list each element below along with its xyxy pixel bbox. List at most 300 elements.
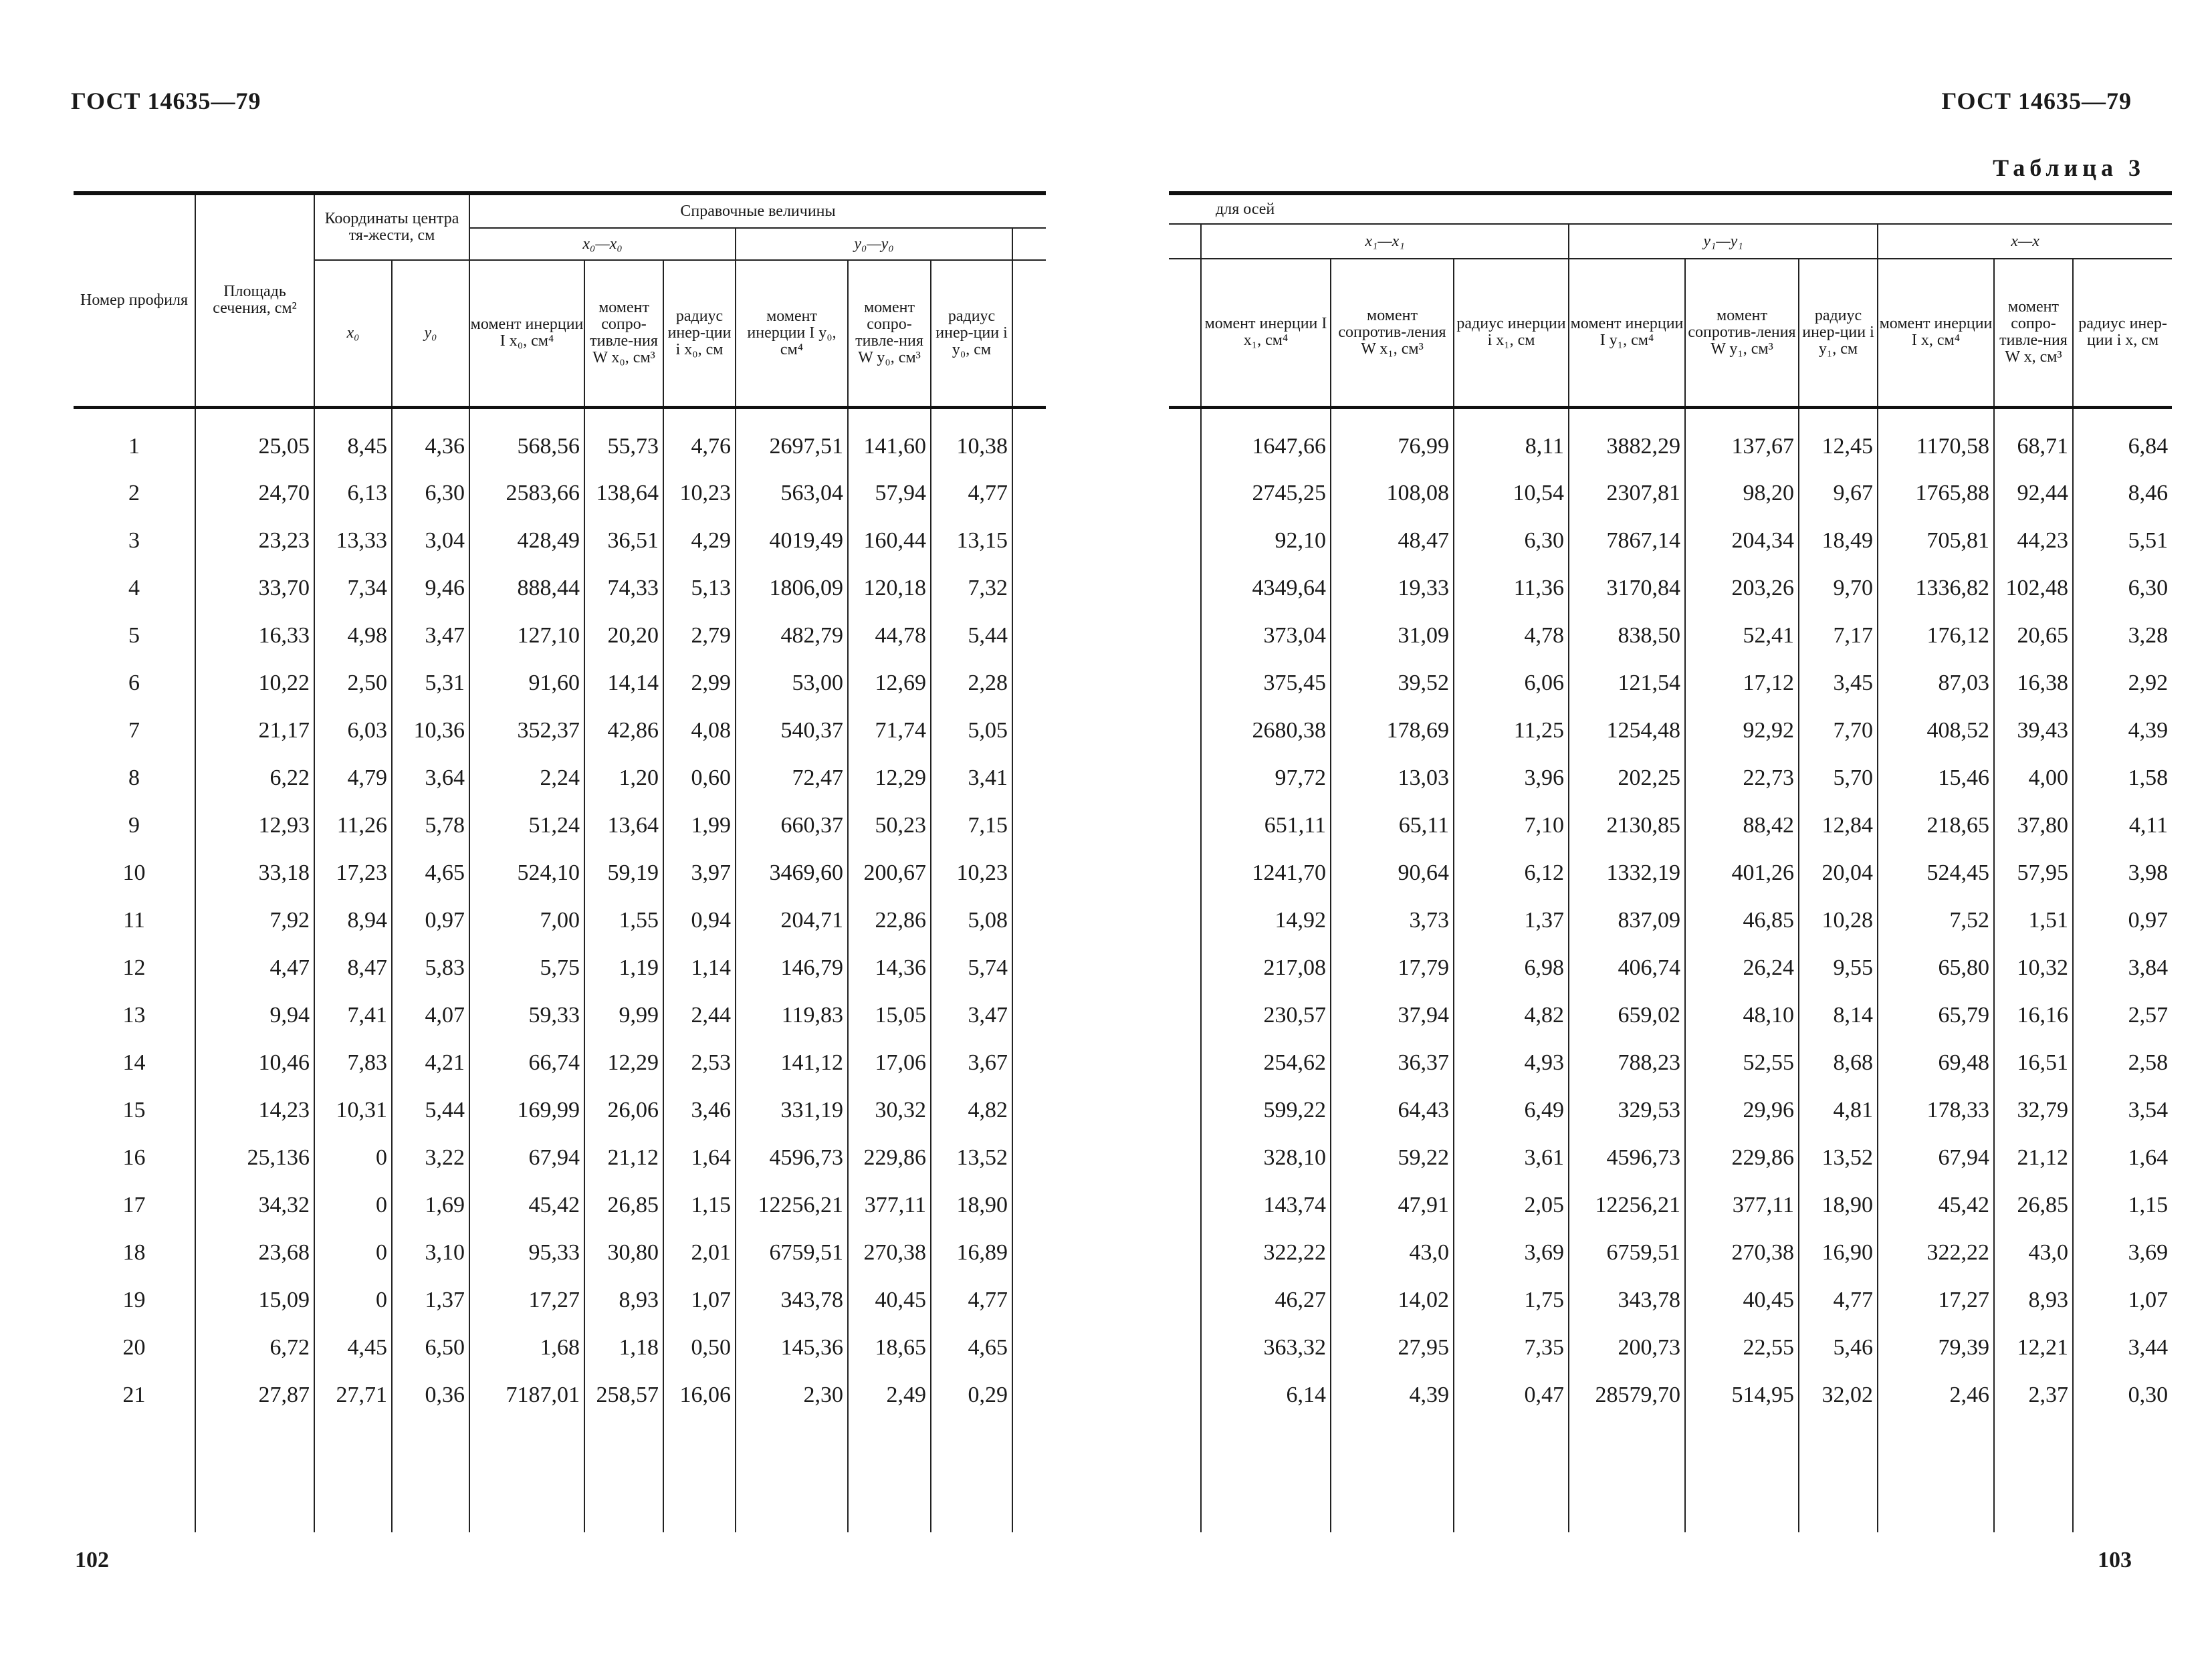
table-cell: 1,37 — [392, 1276, 469, 1324]
table-cell: 7 — [74, 707, 195, 754]
table-cell: 14,02 — [1331, 1276, 1454, 1324]
table-cell: 31,09 — [1331, 612, 1454, 659]
col-header-Wy0: момент сопро-тивле-ния W y₀, см³ — [848, 260, 931, 407]
table-cell: 7,17 — [1799, 612, 1878, 659]
table-cell: 4,77 — [931, 1276, 1012, 1324]
right-page-number: 103 — [2098, 1548, 2132, 1572]
table-cell: 524,10 — [469, 849, 584, 897]
row-spacer-cell — [1169, 1039, 1201, 1086]
table-cell: 34,32 — [195, 1181, 314, 1229]
table-cell: 127,10 — [469, 612, 584, 659]
table-cell: 146,79 — [736, 944, 848, 991]
table-cell: 66,74 — [469, 1039, 584, 1086]
table-cell: 45,42 — [469, 1181, 584, 1229]
table-cell: 6,72 — [195, 1324, 314, 1371]
table-cell: 5,44 — [392, 1086, 469, 1134]
table-cell: 65,80 — [1878, 944, 1994, 991]
row-spacer-cell — [1169, 407, 1201, 469]
table-cell: 2,30 — [736, 1371, 848, 1419]
table-filler-row — [74, 1419, 1046, 1532]
table-cell: 9,99 — [584, 991, 663, 1039]
table-cell: 3,47 — [931, 991, 1012, 1039]
table-cell: 138,64 — [584, 469, 663, 517]
table-cell: 3,45 — [1799, 659, 1878, 707]
table-cell: 12,45 — [1799, 407, 1878, 469]
table-cell: 4,82 — [931, 1086, 1012, 1134]
table-cell: 4,76 — [663, 407, 736, 469]
table-cell: 8,11 — [1454, 407, 1569, 469]
table-cell: 4,81 — [1799, 1086, 1878, 1134]
table-cell: 4,77 — [931, 469, 1012, 517]
table-row — [74, 1371, 1046, 1419]
table-cell: 18,65 — [848, 1324, 931, 1371]
table-cell: 322,22 — [1878, 1229, 1994, 1276]
table-cell: 79,39 — [1878, 1324, 1994, 1371]
row-spacer-cell — [1169, 1324, 1201, 1371]
table-cell: 705,81 — [1878, 517, 1994, 564]
row-spacer-cell — [1012, 754, 1046, 802]
table-cell: 8,93 — [1994, 1276, 2073, 1324]
filler-cell — [74, 1419, 195, 1532]
table-cell: 5,13 — [663, 564, 736, 612]
table-cell: 5,31 — [392, 659, 469, 707]
filler-cell — [1878, 1419, 1994, 1532]
table-cell: 12,93 — [195, 802, 314, 849]
table-row — [74, 659, 1046, 707]
row-spacer-cell — [1169, 517, 1201, 564]
table-cell: 6,06 — [1454, 659, 1569, 707]
col-header-reference: Справочные величины — [469, 193, 1046, 228]
table-cell: 160,44 — [848, 517, 931, 564]
table-cell: 4,93 — [1454, 1039, 1569, 1086]
table-cell: 9,55 — [1799, 944, 1878, 991]
table-cell: 7,10 — [1454, 802, 1569, 849]
table-cell: 3,73 — [1331, 897, 1454, 944]
table-cell: 121,54 — [1569, 659, 1685, 707]
table-cell: 4,79 — [314, 754, 392, 802]
row-spacer-cell — [1169, 1371, 1201, 1419]
table-cell: 27,95 — [1331, 1324, 1454, 1371]
row-spacer-cell — [1012, 1134, 1046, 1181]
table-cell: 95,33 — [469, 1229, 584, 1276]
table-cell: 568,56 — [469, 407, 584, 469]
table-cell: 145,36 — [736, 1324, 848, 1371]
table-cell: 28579,70 — [1569, 1371, 1685, 1419]
table-cell: 4,36 — [392, 407, 469, 469]
table-cell: 7,32 — [931, 564, 1012, 612]
table-cell: 45,42 — [1878, 1181, 1994, 1229]
table-cell: 322,22 — [1201, 1229, 1331, 1276]
table-row — [1169, 1039, 2172, 1086]
table-cell: 5,08 — [931, 897, 1012, 944]
filler-cell — [392, 1419, 469, 1532]
table-cell: 12,69 — [848, 659, 931, 707]
row-spacer-cell — [1012, 517, 1046, 564]
table-cell: 204,71 — [736, 897, 848, 944]
table-cell: 20,04 — [1799, 849, 1878, 897]
row-spacer-cell — [1012, 469, 1046, 517]
table-cell: 1,19 — [584, 944, 663, 991]
row-spacer-cell — [1169, 1229, 1201, 1276]
row-spacer-cell — [1169, 659, 1201, 707]
table-cell: 176,12 — [1878, 612, 1994, 659]
row-spacer-cell — [1169, 564, 1201, 612]
table-cell: 4,98 — [314, 612, 392, 659]
table-cell: 16,51 — [1994, 1039, 2073, 1086]
table-cell: 10,28 — [1799, 897, 1878, 944]
table-cell: 17,27 — [1878, 1276, 1994, 1324]
table-cell: 563,04 — [736, 469, 848, 517]
table-cell: 4,00 — [1994, 754, 2073, 802]
table-cell: 3,47 — [392, 612, 469, 659]
row-spacer-cell — [1169, 802, 1201, 849]
table-cell: 16,06 — [663, 1371, 736, 1419]
table-cell: 10,32 — [1994, 944, 2073, 991]
table-cell: 14,23 — [195, 1086, 314, 1134]
table-cell: 329,53 — [1569, 1086, 1685, 1134]
table-cell: 67,94 — [1878, 1134, 1994, 1181]
table-cell: 137,67 — [1685, 407, 1799, 469]
left-table-body — [74, 407, 1046, 1532]
row-spacer-cell — [1169, 1134, 1201, 1181]
table-cell: 343,78 — [1569, 1276, 1685, 1324]
row-spacer-cell — [1169, 612, 1201, 659]
col-header-axis-x1: x₁—x₁ — [1201, 224, 1569, 259]
table-row — [1169, 1181, 2172, 1229]
left-data-table — [74, 191, 1046, 1532]
table-cell: 30,80 — [584, 1229, 663, 1276]
filler-cell — [2073, 1419, 2172, 1532]
table-cell: 4,29 — [663, 517, 736, 564]
table-row — [74, 469, 1046, 517]
table-cell: 17,06 — [848, 1039, 931, 1086]
table-row — [1169, 517, 2172, 564]
table-cell: 5,70 — [1799, 754, 1878, 802]
table-cell: 16,90 — [1799, 1229, 1878, 1276]
table-label: Таблица 3 — [1993, 154, 2145, 181]
table-cell: 2,37 — [1994, 1371, 2073, 1419]
table-cell: 17,79 — [1331, 944, 1454, 991]
table-cell: 0,29 — [931, 1371, 1012, 1419]
table-row — [1169, 1371, 2172, 1419]
table-cell: 22,55 — [1685, 1324, 1799, 1371]
table-cell: 16,89 — [931, 1229, 1012, 1276]
table-row — [1169, 1086, 2172, 1134]
table-cell: 39,52 — [1331, 659, 1454, 707]
table-cell: 1,15 — [2073, 1181, 2172, 1229]
table-cell: 26,85 — [584, 1181, 663, 1229]
table-cell: 2,58 — [2073, 1039, 2172, 1086]
table-cell: 7,52 — [1878, 897, 1994, 944]
table-cell: 12,21 — [1994, 1324, 2073, 1371]
table-cell: 788,23 — [1569, 1039, 1685, 1086]
table-cell: 11 — [74, 897, 195, 944]
table-cell: 660,37 — [736, 802, 848, 849]
table-cell: 1,15 — [663, 1181, 736, 1229]
table-cell: 4,77 — [1799, 1276, 1878, 1324]
table-cell: 4,82 — [1454, 991, 1569, 1039]
table-row — [1169, 849, 2172, 897]
table-cell: 229,86 — [1685, 1134, 1799, 1181]
table-cell: 6,30 — [392, 469, 469, 517]
table-cell: 8,94 — [314, 897, 392, 944]
filler-cell — [584, 1419, 663, 1532]
table-cell: 65,79 — [1878, 991, 1994, 1039]
table-cell: 16 — [74, 1134, 195, 1181]
table-cell: 659,02 — [1569, 991, 1685, 1039]
table-cell: 6,30 — [1454, 517, 1569, 564]
table-cell: 7867,14 — [1569, 517, 1685, 564]
table-cell: 14,36 — [848, 944, 931, 991]
table-cell: 3,41 — [931, 754, 1012, 802]
table-cell: 10,31 — [314, 1086, 392, 1134]
table-cell: 1,07 — [2073, 1276, 2172, 1324]
table-cell: 12,29 — [584, 1039, 663, 1086]
table-cell: 20 — [74, 1324, 195, 1371]
table-cell: 428,49 — [469, 517, 584, 564]
table-cell: 25,136 — [195, 1134, 314, 1181]
col-header-Ix0: момент инерции I x₀, см⁴ — [469, 260, 584, 407]
col-header-axis-y0: y₀—y₀ — [736, 228, 1012, 260]
table-cell: 375,45 — [1201, 659, 1331, 707]
table-cell: 6 — [74, 659, 195, 707]
table-cell: 21,12 — [584, 1134, 663, 1181]
table-cell: 141,12 — [736, 1039, 848, 1086]
table-cell: 2,49 — [848, 1371, 931, 1419]
table-cell: 0 — [314, 1229, 392, 1276]
table-cell: 4,65 — [392, 849, 469, 897]
table-cell: 10,38 — [931, 407, 1012, 469]
table-cell: 1,58 — [2073, 754, 2172, 802]
table-cell: 64,43 — [1331, 1086, 1454, 1134]
table-cell: 65,11 — [1331, 802, 1454, 849]
table-row — [74, 517, 1046, 564]
table-cell: 14,92 — [1201, 897, 1331, 944]
filler-cell — [1012, 1419, 1046, 1532]
table-cell: 0,47 — [1454, 1371, 1569, 1419]
table-cell: 0,97 — [2073, 897, 2172, 944]
table-cell: 47,91 — [1331, 1181, 1454, 1229]
table-cell: 23,23 — [195, 517, 314, 564]
row-spacer-cell — [1012, 802, 1046, 849]
table-row — [1169, 944, 2172, 991]
table-cell: 3,69 — [1454, 1229, 1569, 1276]
table-cell: 57,94 — [848, 469, 931, 517]
table-cell: 13,64 — [584, 802, 663, 849]
col-header-number: Номер профиля — [74, 193, 195, 407]
table-cell: 328,10 — [1201, 1134, 1331, 1181]
table-cell: 18 — [74, 1229, 195, 1276]
table-row — [74, 991, 1046, 1039]
table-cell: 2,99 — [663, 659, 736, 707]
table-cell: 90,64 — [1331, 849, 1454, 897]
table-cell: 44,78 — [848, 612, 931, 659]
col-header-axis-x0: x₀—x₀ — [469, 228, 736, 260]
table-cell: 7187,01 — [469, 1371, 584, 1419]
table-cell: 3,10 — [392, 1229, 469, 1276]
table-cell: 1,18 — [584, 1324, 663, 1371]
table-cell: 2697,51 — [736, 407, 848, 469]
table-cell: 32,79 — [1994, 1086, 2073, 1134]
table-cell: 373,04 — [1201, 612, 1331, 659]
table-cell: 4,07 — [392, 991, 469, 1039]
table-cell: 3,64 — [392, 754, 469, 802]
table-cell: 4349,64 — [1201, 564, 1331, 612]
table-row — [74, 564, 1046, 612]
table-cell: 3,28 — [2073, 612, 2172, 659]
table-cell: 22,73 — [1685, 754, 1799, 802]
table-cell: 203,26 — [1685, 564, 1799, 612]
row-spacer-cell — [1169, 1086, 1201, 1134]
table-cell: 1,37 — [1454, 897, 1569, 944]
table-cell: 1336,82 — [1878, 564, 1994, 612]
table-cell: 6,98 — [1454, 944, 1569, 991]
table-cell: 6,03 — [314, 707, 392, 754]
filler-cell — [1169, 1419, 1201, 1532]
table-cell: 12 — [74, 944, 195, 991]
table-cell: 29,96 — [1685, 1086, 1799, 1134]
table-cell: 13,33 — [314, 517, 392, 564]
table-cell: 15,09 — [195, 1276, 314, 1324]
filler-cell — [195, 1419, 314, 1532]
table-cell: 108,08 — [1331, 469, 1454, 517]
row-spacer-cell — [1012, 564, 1046, 612]
col-header-Iy0: момент инерции I y₀, см⁴ — [736, 260, 848, 407]
table-cell: 14 — [74, 1039, 195, 1086]
row-spacer-cell — [1012, 612, 1046, 659]
col-header-axis-y1: y₁—y₁ — [1569, 224, 1878, 259]
table-row — [74, 897, 1046, 944]
table-cell: 5,51 — [2073, 517, 2172, 564]
table-cell: 258,57 — [584, 1371, 663, 1419]
table-cell: 23,68 — [195, 1229, 314, 1276]
table-cell: 1806,09 — [736, 564, 848, 612]
table-cell: 4,45 — [314, 1324, 392, 1371]
table-cell: 838,50 — [1569, 612, 1685, 659]
table-cell: 8,14 — [1799, 991, 1878, 1039]
table-cell: 3882,29 — [1569, 407, 1685, 469]
table-cell: 10 — [74, 849, 195, 897]
row-spacer-cell — [1169, 849, 1201, 897]
row-spacer-cell — [1169, 754, 1201, 802]
table-cell: 230,57 — [1201, 991, 1331, 1039]
table-cell: 15 — [74, 1086, 195, 1134]
table-cell: 1765,88 — [1878, 469, 1994, 517]
table-cell: 19,33 — [1331, 564, 1454, 612]
table-cell: 229,86 — [848, 1134, 931, 1181]
table-cell: 3,46 — [663, 1086, 736, 1134]
table-cell: 8,47 — [314, 944, 392, 991]
table-row — [74, 1181, 1046, 1229]
table-cell: 1,99 — [663, 802, 736, 849]
table-cell: 4596,73 — [736, 1134, 848, 1181]
table-cell: 0,50 — [663, 1324, 736, 1371]
row-spacer-cell — [1012, 707, 1046, 754]
table-cell: 7,70 — [1799, 707, 1878, 754]
table-cell: 1,07 — [663, 1276, 736, 1324]
table-cell: 2,92 — [2073, 659, 2172, 707]
table-cell: 36,51 — [584, 517, 663, 564]
table-row — [74, 1086, 1046, 1134]
table-cell: 74,33 — [584, 564, 663, 612]
table-cell: 24,70 — [195, 469, 314, 517]
table-cell: 12256,21 — [736, 1181, 848, 1229]
table-row — [74, 1276, 1046, 1324]
table-cell: 6,22 — [195, 754, 314, 802]
table-cell: 10,23 — [931, 849, 1012, 897]
table-cell: 7,41 — [314, 991, 392, 1039]
table-cell: 11,36 — [1454, 564, 1569, 612]
table-row — [1169, 1324, 2172, 1371]
table-cell: 4596,73 — [1569, 1134, 1685, 1181]
table-cell: 4,11 — [2073, 802, 2172, 849]
table-row — [1169, 469, 2172, 517]
table-cell: 13 — [74, 991, 195, 1039]
table-cell: 0 — [314, 1276, 392, 1324]
table-cell: 27,71 — [314, 1371, 392, 1419]
table-cell: 7,83 — [314, 1039, 392, 1086]
table-cell: 524,45 — [1878, 849, 1994, 897]
table-cell: 30,32 — [848, 1086, 931, 1134]
table-cell: 39,43 — [1994, 707, 2073, 754]
col-header-spacer — [1012, 260, 1046, 407]
row-spacer-cell — [1012, 1039, 1046, 1086]
table-cell: 48,10 — [1685, 991, 1799, 1039]
table-cell: 3,44 — [2073, 1324, 2172, 1371]
filler-cell — [931, 1419, 1012, 1532]
table-cell: 2,57 — [2073, 991, 2172, 1039]
table-cell: 169,99 — [469, 1086, 584, 1134]
table-cell: 1,64 — [663, 1134, 736, 1181]
row-spacer-cell — [1012, 1229, 1046, 1276]
right-page — [1106, 0, 2212, 1658]
table-cell: 17 — [74, 1181, 195, 1229]
table-cell: 3,98 — [2073, 849, 2172, 897]
table-cell: 0,94 — [663, 897, 736, 944]
table-cell: 7,35 — [1454, 1324, 1569, 1371]
filler-cell — [1685, 1419, 1799, 1532]
table-row — [74, 849, 1046, 897]
right-page-header: ГОСТ 14635—79 — [1941, 88, 2132, 114]
table-cell: 2583,66 — [469, 469, 584, 517]
table-cell: 59,33 — [469, 991, 584, 1039]
table-cell: 4 — [74, 564, 195, 612]
table-cell: 2,44 — [663, 991, 736, 1039]
col-header-y0: y₀ — [392, 260, 469, 407]
col-header-x0: x₀ — [314, 260, 392, 407]
table-cell: 6,50 — [392, 1324, 469, 1371]
col-header-Ix: момент инерции I x, см⁴ — [1878, 259, 1994, 407]
table-cell: 200,67 — [848, 849, 931, 897]
filler-cell — [1201, 1419, 1331, 1532]
table-cell: 0,30 — [2073, 1371, 2172, 1419]
table-cell: 11,26 — [314, 802, 392, 849]
table-cell: 8,68 — [1799, 1039, 1878, 1086]
row-spacer-cell — [1012, 407, 1046, 469]
table-row — [1169, 1134, 2172, 1181]
table-cell: 26,24 — [1685, 944, 1799, 991]
table-cell: 6,12 — [1454, 849, 1569, 897]
filler-cell — [1569, 1419, 1685, 1532]
table-cell: 12,29 — [848, 754, 931, 802]
filler-cell — [736, 1419, 848, 1532]
table-cell: 2307,81 — [1569, 469, 1685, 517]
col-header-ix: радиус инер-ции i x, см — [2073, 259, 2172, 407]
table-cell: 2130,85 — [1569, 802, 1685, 849]
table-row — [74, 407, 1046, 469]
table-cell: 48,47 — [1331, 517, 1454, 564]
table-cell: 6759,51 — [1569, 1229, 1685, 1276]
